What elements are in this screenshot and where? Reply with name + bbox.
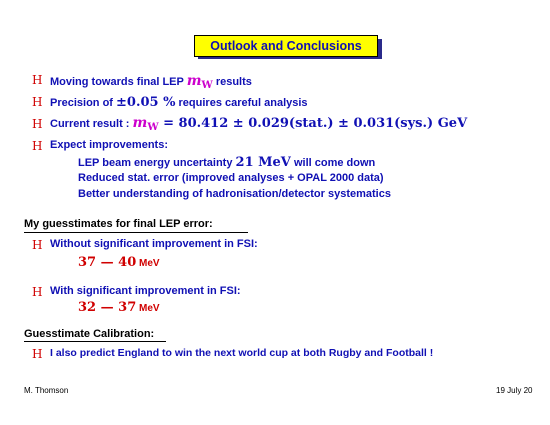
bullet-text: requires careful analysis <box>175 97 308 109</box>
improvement-hadronisation <box>78 188 391 200</box>
bullet-icon: H <box>32 95 43 109</box>
with-fsi-value <box>78 300 160 315</box>
bullet-icon: H <box>32 238 43 252</box>
result-unit: MeV <box>136 258 160 269</box>
bullet-current-result <box>50 115 467 131</box>
result-range: 37 — 40 <box>78 255 137 270</box>
calibration-heading: Guesstimate Calibration: <box>24 328 155 340</box>
math-beam-energy: 21 MeV <box>235 155 291 170</box>
bullet-text: Expect improvements: <box>50 139 168 151</box>
bullet-text: Reduced stat. error (improved analyses + OPAL 2000 data) <box>78 172 384 184</box>
math-precision: ±0.05 % <box>116 95 176 110</box>
without-fsi-label: Without significant improvement in FSI: <box>50 238 258 250</box>
calibration-text: I also predict England to win the next world cup at both Rugby and Football ! <box>50 347 434 359</box>
bullet-icon: H <box>32 285 43 299</box>
improvement-stat-error <box>78 172 384 184</box>
math-sub-w: W <box>147 122 159 133</box>
footer-date: 19 July 20 <box>496 386 533 395</box>
slide-title-text: Outlook and Conclusions <box>210 39 362 53</box>
footer-author: M. Thomson <box>24 386 69 395</box>
bullet-text: LEP beam energy uncertainty <box>78 157 236 169</box>
guesstimates-heading: My guesstimates for final LEP error: <box>24 218 213 230</box>
heading-underline <box>24 232 248 233</box>
heading-underline <box>24 341 166 342</box>
math-sub-w: W <box>201 80 213 91</box>
improvement-beam-energy <box>78 155 375 170</box>
without-fsi-value <box>78 255 160 270</box>
bullet-text: results <box>212 76 252 88</box>
math-m: m <box>186 73 202 89</box>
bullet-text: Current result : <box>50 118 133 130</box>
bullet-icon: H <box>32 117 43 131</box>
bullet-icon: H <box>32 73 43 87</box>
math-m: m <box>132 115 148 131</box>
result-range: 32 — 37 <box>78 300 137 315</box>
bullet-icon: H <box>32 347 43 361</box>
math-result-equation: = 80.412 ± 0.029(stat.) ± 0.031(sys.) GeV <box>158 116 468 131</box>
bullet-text: Better understanding of hadronisation/detector systematics <box>78 188 391 200</box>
bullet-text: Precision of <box>50 97 117 109</box>
slide-title <box>194 35 378 57</box>
bullet-text: Moving towards final LEP <box>50 76 187 88</box>
bullet-icon: H <box>32 139 43 153</box>
bullet-final-lep-mw <box>50 73 252 89</box>
bullet-expect-improvements <box>50 139 168 151</box>
result-unit: MeV <box>136 303 160 314</box>
with-fsi-label: With significant improvement in FSI: <box>50 285 241 297</box>
bullet-precision <box>50 95 308 110</box>
bullet-text: will come down <box>290 157 376 169</box>
